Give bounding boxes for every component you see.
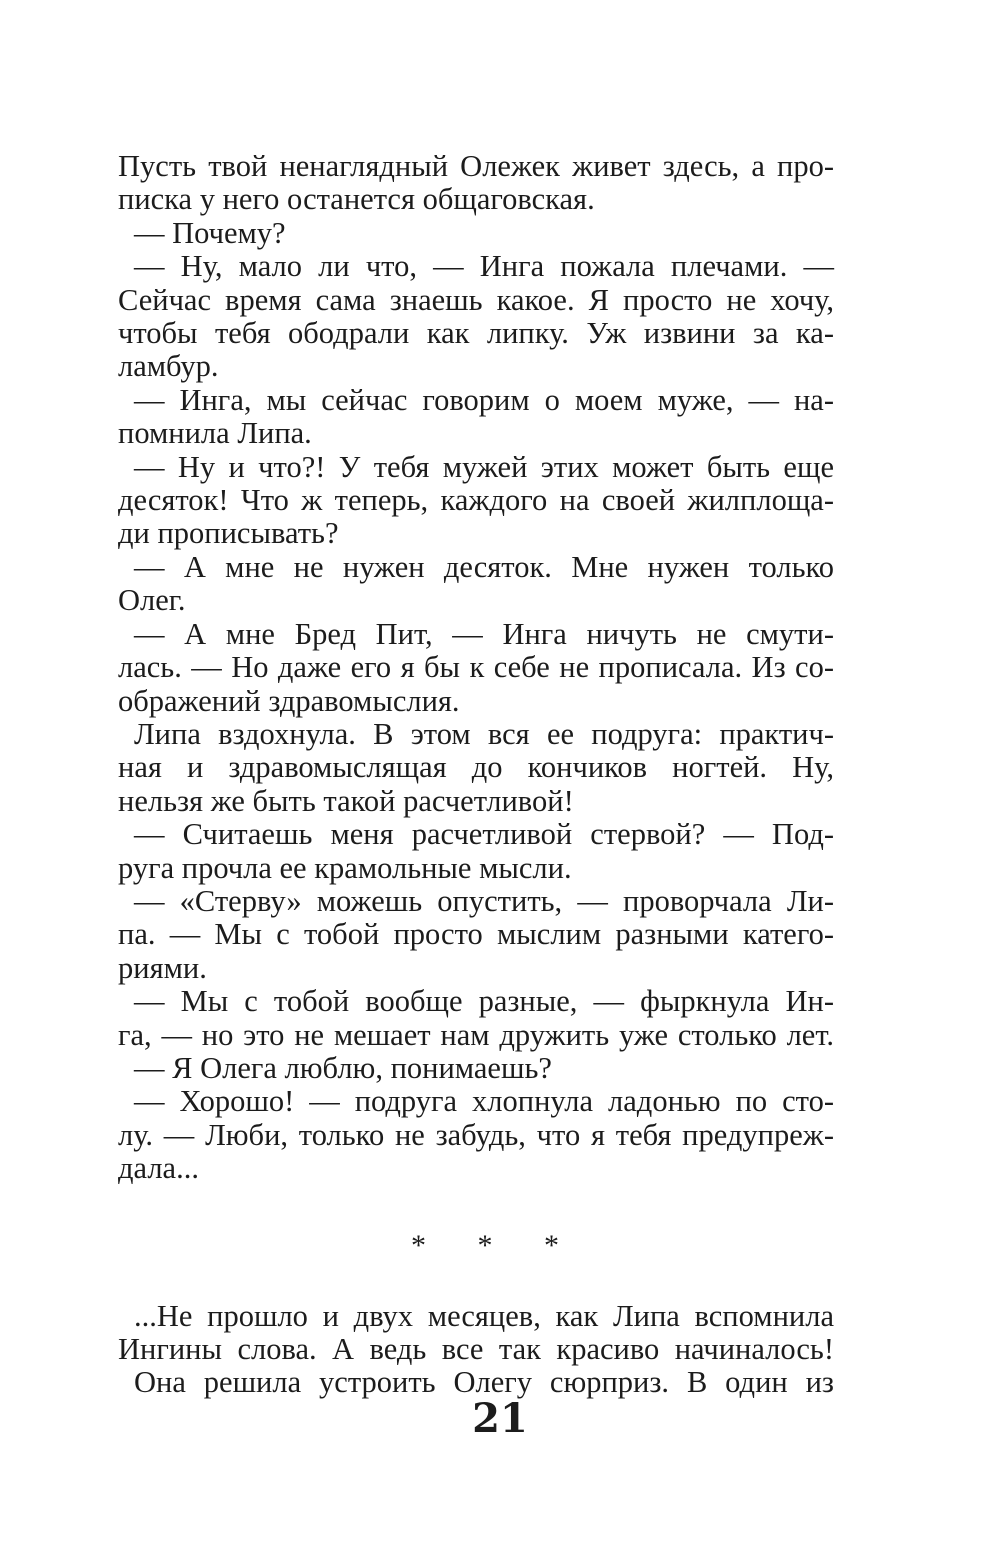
body-text-continued [118, 1300, 834, 1400]
text-line: риями. [118, 950, 207, 985]
text-line: — Хорошо! — подруга хлопнула ладонью по сто- [134, 1084, 834, 1119]
text-line: руга прочла ее крамольные мысли. [118, 850, 572, 885]
text-line: лу. — Люби, только не забудь, что я тебя предупреж- [118, 1117, 834, 1152]
text-line: Сейчас время сама знаешь какое. Я просто не хочу, [118, 282, 834, 317]
text-line: десяток! Что ж теперь, каждого на своей жилплоща- [118, 483, 834, 518]
text-line: па. — Мы с тобой просто мыслим разными катего- [118, 917, 834, 952]
page-content [118, 150, 834, 1400]
text-line: ...Не прошло и двух месяцев, как Липа вспомнила [134, 1298, 834, 1333]
text-line: — Почему? [134, 215, 286, 250]
text-line: — А мне не нужен десяток. Мне нужен только [134, 549, 834, 584]
text-line: чтобы тебя ободрали как липку. Уж извини за ка- [118, 316, 834, 351]
text-line: лась. — Но даже его я бы к себе не прописала. Из со- [118, 650, 834, 685]
text-line: ная и здравомыслящая до кончиков ногтей. Ну, [118, 750, 834, 785]
body-text [118, 150, 834, 1186]
text-line: — Я Олега люблю, понимаешь? [134, 1050, 552, 1085]
page-number: 21 [472, 1395, 528, 1442]
text-line: Она решила устроить Олегу сюрприз. В один из [134, 1365, 834, 1400]
text-line: писка у него останется общаговская. [118, 182, 595, 217]
text-line: га, — но это не мешает нам дружить уже столько лет. [118, 1017, 834, 1052]
text-line: нельзя же быть такой расчетливой! [118, 783, 574, 818]
text-line: Ингины слова. А ведь все так красиво начиналось! [118, 1332, 834, 1366]
text-line: — А мне Бред Пит, — Инга ничуть не смути- [134, 616, 834, 651]
text-line: — Считаешь меня расчетливой стервой? — Под- [134, 817, 834, 852]
text-line: Олег. [118, 583, 186, 618]
text-line: Липа вздохнула. В этом вся ее подруга: практич- [134, 716, 834, 751]
text-line: — Мы с тобой вообще разные, — фыркнула Ин- [134, 984, 834, 1019]
text-line: дала... [118, 1151, 199, 1186]
text-line: ображений здравомыслия. [118, 683, 460, 718]
section-separator: * * * [411, 1228, 581, 1262]
text-line: ди прописывать? [118, 516, 339, 551]
text-line: — Ну и что?! У тебя мужей этих может быть еще [134, 449, 834, 484]
section-spacer [118, 1186, 834, 1226]
text-line: — Ну, мало ли что, — Инга пожала плечами. — [134, 249, 834, 284]
text-line: ламбур. [118, 349, 219, 384]
text-line: помнила Липа. [118, 416, 312, 451]
text-line: — «Стерву» можешь опустить, — проворчала Ли- [134, 883, 834, 918]
text-line: — Инга, мы сейчас говорим о моем муже, — на- [134, 382, 834, 417]
text-line: Пусть твой ненаглядный Олежек живет здесь, а про- [118, 149, 834, 183]
